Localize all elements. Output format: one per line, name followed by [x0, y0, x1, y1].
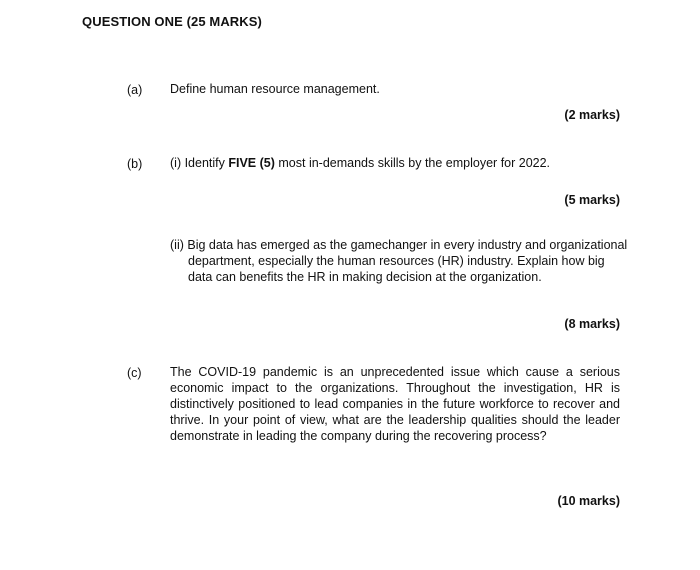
part-c-label: (c) [127, 366, 142, 380]
part-b-label: (b) [127, 157, 143, 171]
part-c-question: The COVID-19 pandemic is an unprecedented issue which cause a serious economic impact to the organizations. Throughout the investigation, HR is distinctively positioned to lead companies in the future workforce to recover and thrive. In your point of view, what are the leadership qualities should the leader demonstrate in leading the company during the recovering process? [170, 365, 620, 443]
part-a-label: (a) [127, 83, 143, 97]
part-b-ii-question: (ii) Big data has emerged as the gamechanger in every industry and organizational department, especially the human resources (HR) industry. Explain how big data can benefits the HR in making decision at the organization. [170, 238, 628, 284]
question-heading: QUESTION ONE (25 MARKS) [82, 14, 262, 29]
part-b-i-marks: (5 marks) [564, 193, 620, 207]
part-b-i-suffix: most in-demands skills by the employer for 2022. [274, 156, 551, 170]
part-b-i-prefix: (i) Identify [170, 156, 229, 170]
part-b-i-bold: FIVE (5) [228, 156, 275, 170]
part-a-question: Define human resource management. [170, 82, 380, 96]
part-a-marks: (2 marks) [564, 108, 620, 122]
part-c-marks: (10 marks) [557, 494, 620, 508]
part-b-ii-marks: (8 marks) [564, 317, 620, 331]
part-b-i-question [170, 155, 550, 171]
